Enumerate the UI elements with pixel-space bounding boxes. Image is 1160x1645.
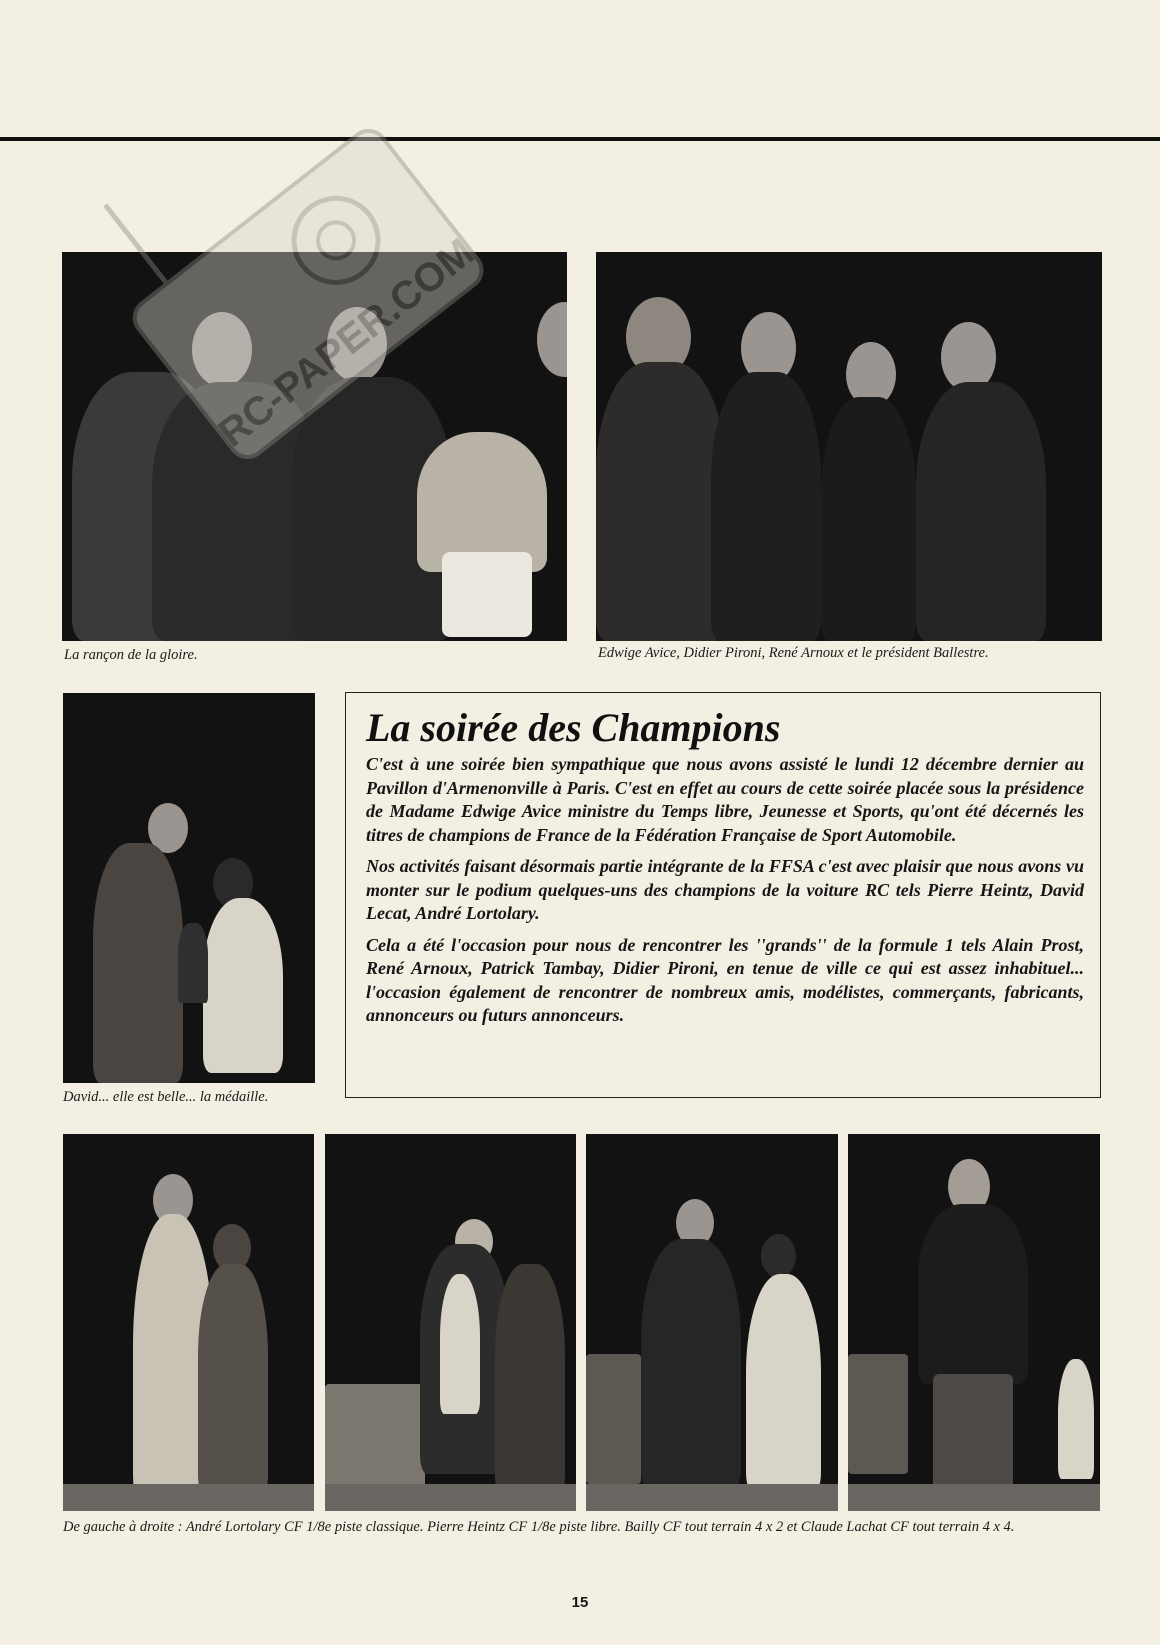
photo-bailly <box>586 1134 838 1511</box>
caption-bottom: De gauche à droite : André Lortolary CF 1/8e piste classique. Pierre Heintz CF 1/8e piste libre. Bailly CF tout terrain 4 x 2 et Claude Lachat CF tout terrain 4 x 4. <box>63 1519 1015 1535</box>
photo-officials <box>596 252 1102 641</box>
article-box <box>345 692 1101 1098</box>
article-paragraph-2: Nos activités faisant désormais partie intégrante de la FFSA c'est avec plaisir que nous avons vu monter sur le podium quelques-uns des champions de la voiture RC tels Pierre Heintz, David Lecat, André Lortolary. <box>366 856 1084 923</box>
caption-photo1: La rançon de la gloire. <box>64 647 198 663</box>
rc-paper-watermark <box>90 80 520 500</box>
article-title: La soirée des Champions <box>366 705 781 750</box>
page-number: 15 <box>571 1594 589 1611</box>
caption-photo3: David... elle est belle... la médaille. <box>63 1089 269 1105</box>
watermark-text: RC-PAPER.COM <box>210 229 483 456</box>
caption-photo2: Edwige Avice, Didier Pironi, René Arnoux et le président Ballestre. <box>598 645 989 661</box>
photo-lachat <box>848 1134 1100 1511</box>
article-paragraph-1: C'est à une soirée bien sympathique que nous avons assisté le lundi 12 décembre dernier au Pavillon d'Armenonville à Paris. C'est en effet au cours de cette soirée placée sous la présidence de Madame Edwige Avice ministre du Temps libre, Jeunesse et Sports, qu'ont été décernés les titres de champions de France de la Fédération Française de Sport Automobile. <box>366 754 1084 845</box>
photo-david-medaille <box>63 693 315 1083</box>
article-paragraph-3: Cela a été l'occasion pour nous de rencontrer les ''grands'' de la formule 1 tels Alain Prost, René Arnoux, Patrick Tambay, Didier Pironi, en tenue de ville ce qui est assez inhabituel... l'occasion également de rencontrer de nombreux amis, modélistes, commerçants, fabricants, annonceurs ou futurs annonceurs. <box>366 934 1084 1025</box>
photo-heintz <box>325 1134 576 1511</box>
photo-lortolary <box>63 1134 314 1511</box>
